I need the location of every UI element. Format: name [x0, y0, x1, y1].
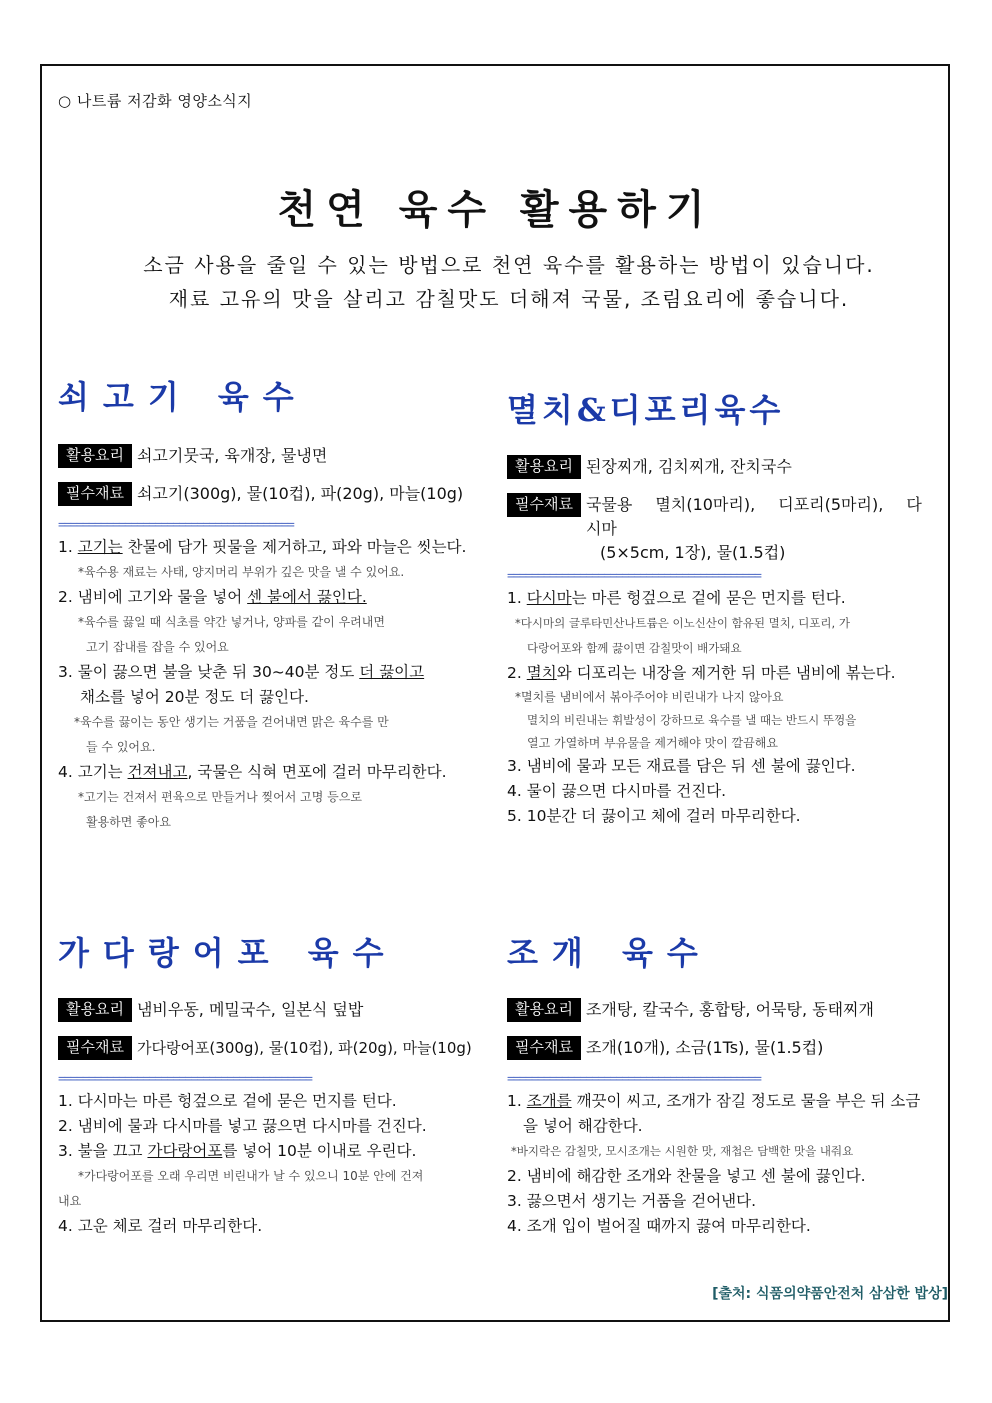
dishes-row — [58, 444, 488, 468]
step-3: 3. 냄비에 물과 모든 재료를 담은 뒤 센 불에 끓인다. — [507, 757, 856, 775]
page-title: 천연 육수 활용하기 — [277, 187, 715, 233]
step-1: 1. 조개를 깨끗이 씨고, 조개가 잠길 정도로 물을 부은 뒤 소금 — [507, 1092, 921, 1110]
ingredients-text: 쇠고기(300g), 물(10컵), 파(20g), 마늘(10g) — [136, 484, 464, 503]
intro-line-2: 재료 고유의 맛을 살리고 감칠맛도 더해져 국물, 조림요리에 좋습니다. — [168, 287, 850, 311]
step-2-note-line-3: 열고 가열하며 부유물을 제거해야 맛이 깔끔해요 — [527, 736, 778, 750]
dishes-badge: 활용요리 — [507, 998, 581, 1022]
separator: ========================================== — [507, 1072, 761, 1087]
intro-line-1: 소금 사용을 줄일 수 있는 방법으로 천연 육수를 활용하는 방법이 있습니다. — [143, 253, 875, 277]
step-2: 2. 냄비에 물과 다시마를 넣고 끓으면 다시마를 건진다. — [58, 1117, 427, 1135]
step-2-note-line-1: *육수를 끓일 때 식초를 약간 넣거나, 양파를 같이 우려내면 — [78, 615, 385, 629]
step-3-line-2: 채소를 넣어 20분 정도 더 끓인다. — [80, 688, 309, 706]
step-2-note-line-2: 멸치의 비린내는 휘발성이 강하므로 육수를 낼 때는 반드시 뚜껑을 — [527, 713, 857, 727]
dishes-badge: 활용요리 — [58, 444, 132, 468]
dishes-badge: 활용요리 — [58, 998, 132, 1022]
step-1: 1. 다시마는 마른 헝겊으로 겉에 묻은 먼지를 턴다. — [507, 589, 846, 607]
step-3: 3. 끓으면서 생기는 거품을 걷어낸다. — [507, 1192, 757, 1210]
separator: ========================================== — [58, 1072, 312, 1087]
ingredients-badge: 필수재료 — [507, 493, 581, 517]
ingredients-badge: 필수재료 — [58, 482, 132, 506]
ingredients-row — [507, 1036, 935, 1060]
dishes-badge: 활용요리 — [507, 455, 581, 479]
step-1: 1. 고기는 찬물에 담가 핏물을 제거하고, 파와 마늘은 씻는다. — [58, 538, 467, 556]
section-title: 가다랑어포 육수 — [58, 934, 398, 972]
step-3: 3. 불을 끄고 가다랑어포를 넣어 10분 이내로 우린다. — [58, 1142, 417, 1160]
section-title: 멸치&디포리육수 — [507, 391, 785, 429]
step-1-note: *육수용 재료는 사태, 양지머리 부위가 깊은 맛을 낼 수 있어요. — [78, 565, 405, 579]
step-3-note-line-2: 내요 — [58, 1194, 82, 1208]
section-anchovy-stock — [507, 385, 935, 829]
dishes-text: 냄비우동, 메밀국수, 일본식 덮밥 — [136, 1000, 364, 1019]
separator: ======================================= — [58, 518, 294, 533]
dishes-text: 쇠고기뭇국, 육개장, 물냉면 — [136, 446, 328, 465]
step-4: 4. 고운 체로 걸러 마무리한다. — [58, 1217, 263, 1235]
step-1-note-line-1: *다시마의 글루타민산나트륨은 이노신산이 함유된 멸치, 디포리, 가 — [515, 616, 850, 630]
dishes-text: 된장찌개, 김치찌개, 잔치국수 — [585, 457, 792, 476]
ingredients-row — [58, 1036, 488, 1060]
step-2: 2. 멸치와 디포리는 내장을 제거한 뒤 마른 냄비에 볶는다. — [507, 664, 896, 682]
section-title: 쇠고기 육수 — [58, 378, 308, 416]
step-4: 4. 고기는 건져내고, 국물은 식혀 면포에 걸러 마무리한다. — [58, 763, 447, 781]
section-beef-stock — [58, 372, 488, 835]
section-clam-stock — [507, 928, 935, 1239]
separator: ========================================== — [507, 569, 761, 584]
dishes-row — [507, 998, 935, 1022]
ingredients-text-line-2: (5×5cm, 1장), 물(1.5컵) — [599, 543, 786, 562]
dishes-row — [58, 998, 488, 1022]
step-3: 3. 물이 끓으면 불을 낮춘 뒤 30~40분 정도 더 끓이고 — [58, 663, 425, 681]
step-1-note-line-2: 다랑어포와 함께 끓이면 감칠맛이 배가돼요 — [527, 641, 742, 655]
section-bonito-stock — [58, 928, 488, 1239]
step-4-note-line-1: *고기는 건져서 편육으로 만들거나 찢어서 고명 등으로 — [78, 790, 362, 804]
newsletter-tag: ○ 나트륨 저감화 영양소식지 — [58, 92, 253, 110]
step-4-note-line-2: 활용하면 좋아요 — [86, 815, 171, 829]
ingredients-badge: 필수재료 — [507, 1036, 581, 1060]
intro-text — [0, 248, 992, 316]
step-2-note-line-1: *멸치를 냄비에서 볶아주어야 비린내가 나지 않아요 — [515, 690, 784, 704]
section-title: 조개 육수 — [507, 934, 712, 972]
source-credit: [출처: 식품의약품안전처 삼삼한 밥상] — [712, 1286, 948, 1302]
dishes-text: 조개탕, 칼국수, 홍합탕, 어묵탕, 동태찌개 — [585, 1000, 874, 1019]
step-2-note-line-2: 고기 잡내를 잡을 수 있어요 — [86, 640, 229, 654]
ingredients-row — [58, 482, 488, 506]
ingredients-badge: 필수재료 — [58, 1036, 132, 1060]
step-1: 1. 다시마는 마른 헝겊으로 겉에 묻은 먼지를 턴다. — [58, 1092, 397, 1110]
step-4: 4. 물이 끓으면 다시마를 건진다. — [507, 782, 727, 800]
step-3-note-line-2: 들 수 있어요. — [86, 740, 156, 754]
step-2: 2. 냄비에 해감한 조개와 찬물을 넣고 센 불에 끓인다. — [507, 1167, 866, 1185]
ingredients-text-line-1: 국물용 멸치(10마리), 디포리(5마리), 다시마 — [585, 495, 922, 538]
step-4: 4. 조개 입이 벌어질 때까지 끓여 마무리한다. — [507, 1217, 811, 1235]
step-1-line-2: 을 넣어 해감한다. — [523, 1117, 643, 1135]
ingredients-text: 가다랑어포(300g), 물(10컵), 파(20g), 마늘(10g) — [136, 1039, 472, 1057]
step-1-note: *바지락은 감칠맛, 모시조개는 시원한 맛, 재첩은 담백한 맛을 내줘요 — [511, 1144, 854, 1158]
ingredients-row — [507, 493, 935, 565]
step-3-note-line-1: *가다랑어포를 오래 우리면 비린내가 날 수 있으니 10분 안에 건져 — [78, 1169, 424, 1183]
step-3-note-line-1: *육수를 끓이는 동안 생기는 거품을 걷어내면 맑은 육수를 만 — [74, 715, 389, 729]
dishes-row — [507, 455, 935, 479]
step-2: 2. 냄비에 고기와 물을 넣어 센 불에서 끓인다. — [58, 588, 367, 606]
ingredients-text: 조개(10개), 소금(1Ts), 물(1.5컵) — [585, 1038, 824, 1057]
step-5: 5. 10분간 더 끓이고 체에 걸러 마무리한다. — [507, 807, 801, 825]
